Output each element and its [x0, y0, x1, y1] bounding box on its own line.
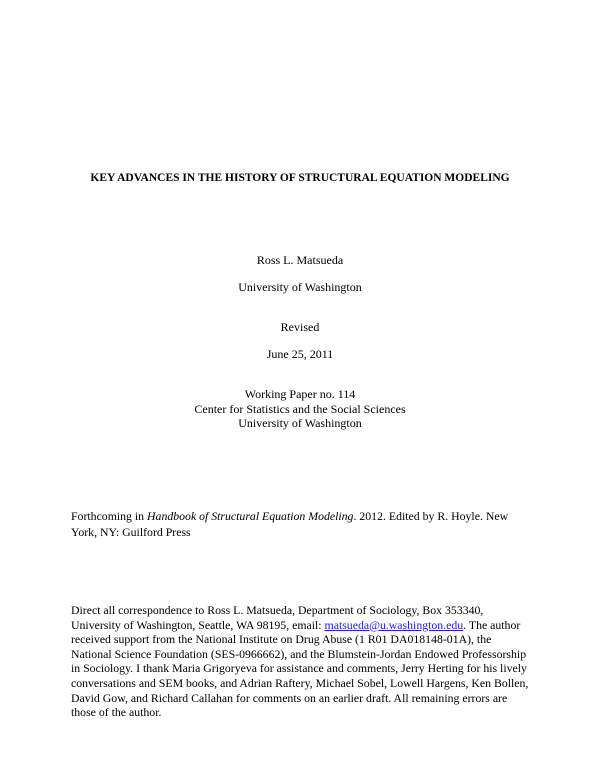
forthcoming-suffix: . 2012. Edited by R. Hoyle. New: [353, 509, 509, 523]
revision-date: June 25, 2011: [266, 347, 334, 361]
correspondence-line: received support from the National Institute on Drug Abuse (1 R01 DA018148-01A), the: [71, 632, 492, 647]
working-paper-center: Center for Statistics and the Social Sciences: [194, 401, 406, 416]
revised-label: Revised: [280, 320, 320, 334]
email-suffix: . The author: [463, 617, 521, 632]
book-title: Handbook of Structural Equation Modeling: [147, 509, 354, 523]
working-paper-number: Working Paper no. 114: [244, 387, 356, 401]
author-affiliation: University of Washington: [238, 280, 362, 294]
paper-title: KEY ADVANCES IN THE HISTORY OF STRUCTURAL EQUATION MODELING: [90, 172, 510, 184]
correspondence-line: conversations and SEM books, and Adrian Raftery, Michael Sobel, Lowell Hargens, Ken Bollen,: [71, 675, 529, 690]
correspondence-note: [71, 603, 541, 720]
author-name: Ross L. Matsueda: [256, 253, 344, 267]
working-paper-university: University of Washington: [238, 416, 362, 430]
correspondence-line: in Sociology. I thank Maria Grigoryeva for assistance and comments, Jerry Herting for his lively: [71, 661, 527, 676]
email-link[interactable]: matsueda@u.washington.edu: [324, 617, 464, 632]
forthcoming-line-2: York, NY: Guilford Press: [71, 524, 191, 539]
email-prefix: University of Washington, Seattle, WA 98195, email:: [71, 617, 325, 632]
correspondence-line: Direct all correspondence to Ross L. Matsueda, Department of Sociology, Box 353340,: [71, 603, 484, 617]
working-paper-block: [0, 387, 600, 431]
correspondence-line: National Science Foundation (SES-0966662), and the Blumstein-Jordan Endowed Professorship: [71, 646, 527, 661]
forthcoming-prefix: Forthcoming in: [71, 509, 148, 523]
correspondence-line: David Gow, and Richard Callahan for comments on an earlier draft. All remaining errors are: [71, 690, 508, 705]
correspondence-line: [71, 618, 541, 633]
forthcoming-note: [71, 509, 541, 540]
forthcoming-line-1: [71, 509, 541, 525]
correspondence-line: those of the author.: [71, 705, 162, 720]
